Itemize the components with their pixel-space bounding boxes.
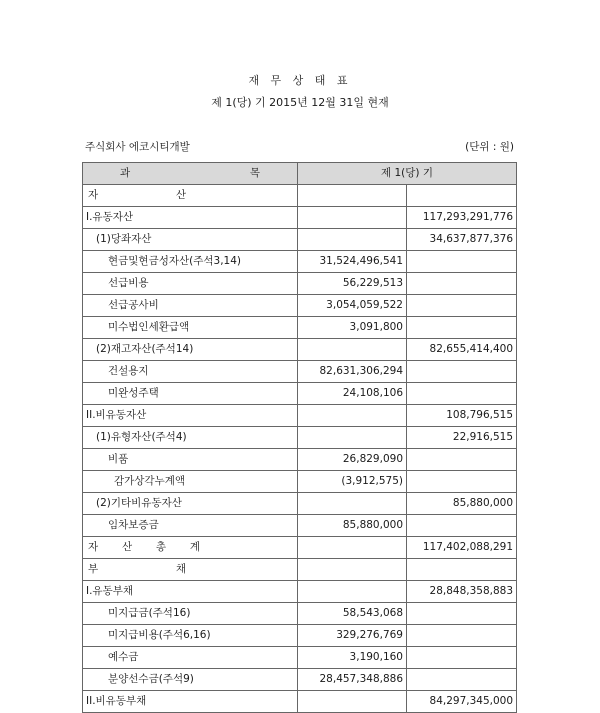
account-label: 미수법인세환급액 [108, 321, 190, 333]
amount-detail-cell [298, 207, 407, 229]
amount-detail-cell: 56,229,513 [298, 273, 407, 295]
amount-total-cell: 85,880,000 [407, 493, 517, 515]
amount-total-cell [407, 317, 517, 339]
amount-total-cell: 117,402,088,291 [407, 537, 517, 559]
account-label: 분양선수금(주석9) [108, 673, 194, 685]
account-cell [83, 273, 298, 295]
account-cell [83, 581, 298, 603]
account-label: 예수금 [108, 651, 139, 663]
table-body [83, 185, 517, 713]
amount-total-cell [407, 251, 517, 273]
table-row [83, 471, 517, 493]
amount-total-cell: 28,848,358,883 [407, 581, 517, 603]
table-row [83, 251, 517, 273]
amount-detail-cell: 58,543,068 [298, 603, 407, 625]
account-label: 미완성주택 [108, 387, 159, 399]
amount-detail-cell: 82,631,306,294 [298, 361, 407, 383]
table-row [83, 339, 517, 361]
account-label: 자 산 총 계 [88, 541, 200, 553]
amount-total-cell [407, 647, 517, 669]
company-name: 주식회사 에코시티개발 [85, 141, 190, 153]
account-column-header [83, 163, 298, 185]
table-row [83, 405, 517, 427]
statement-title: 재 무 상 태 표 [248, 74, 352, 87]
amount-detail-cell: 329,276,769 [298, 625, 407, 647]
table-row [83, 625, 517, 647]
account-label: 건설용지 [108, 365, 149, 377]
account-cell [83, 537, 298, 559]
account-label: II.비유동자산 [86, 409, 147, 421]
amount-detail-cell [298, 537, 407, 559]
account-label: 자 산 [88, 189, 186, 201]
amount-detail-cell [298, 185, 407, 207]
amount-total-cell [407, 449, 517, 471]
account-column-header-label: 과 목 [120, 167, 260, 179]
account-cell [83, 647, 298, 669]
table-row [83, 603, 517, 625]
table-row [83, 669, 517, 691]
table-row [83, 273, 517, 295]
amount-detail-cell: 3,054,059,522 [298, 295, 407, 317]
account-cell [83, 185, 298, 207]
account-label: (2)기타비유동자산 [96, 497, 182, 509]
table-row [83, 449, 517, 471]
account-label: 미지급비용(주석6,16) [108, 629, 211, 641]
amount-detail-cell: 3,091,800 [298, 317, 407, 339]
amount-total-cell [407, 603, 517, 625]
amount-detail-cell: 85,880,000 [298, 515, 407, 537]
amount-total-cell [407, 383, 517, 405]
account-cell [83, 669, 298, 691]
table-row [83, 537, 517, 559]
table-row [83, 229, 517, 251]
account-label: 선급비용 [108, 277, 149, 289]
account-label: I.유동자산 [86, 211, 134, 223]
table-row [83, 361, 517, 383]
account-cell [83, 383, 298, 405]
amount-detail-cell: 31,524,496,541 [298, 251, 407, 273]
account-cell [83, 515, 298, 537]
table-row [83, 559, 517, 581]
amount-total-cell [407, 559, 517, 581]
account-cell [83, 493, 298, 515]
amount-detail-cell: 26,829,090 [298, 449, 407, 471]
amount-detail-cell [298, 229, 407, 251]
amount-total-cell [407, 471, 517, 493]
table-row [83, 383, 517, 405]
account-cell [83, 427, 298, 449]
amount-detail-cell [298, 405, 407, 427]
account-cell [83, 691, 298, 713]
amount-detail-cell [298, 427, 407, 449]
table-header-row [83, 163, 517, 185]
amount-total-cell [407, 669, 517, 691]
account-cell [83, 339, 298, 361]
account-label: (2)재고자산(주석14) [96, 343, 194, 355]
account-label: II.비유동부채 [86, 695, 147, 707]
table-row [83, 493, 517, 515]
account-label: (1)유형자산(주석4) [96, 431, 187, 443]
account-cell [83, 449, 298, 471]
table-row [83, 317, 517, 339]
amount-detail-cell [298, 339, 407, 361]
account-label: 임차보증금 [108, 519, 159, 531]
amount-total-cell [407, 185, 517, 207]
amount-detail-cell [298, 559, 407, 581]
table-row [83, 427, 517, 449]
amount-total-cell [407, 361, 517, 383]
table-row [83, 207, 517, 229]
balance-sheet-table [82, 162, 517, 713]
amount-total-cell [407, 625, 517, 647]
account-label: 선급공사비 [108, 299, 159, 311]
account-cell [83, 559, 298, 581]
amount-total-cell: 82,655,414,400 [407, 339, 517, 361]
account-label: I.유동부채 [86, 585, 134, 597]
account-label: 비품 [108, 453, 129, 465]
amount-total-cell: 84,297,345,000 [407, 691, 517, 713]
table-row [83, 295, 517, 317]
amount-total-cell: 34,637,877,376 [407, 229, 517, 251]
account-label: 감가상각누계액 [114, 475, 186, 487]
amount-total-cell: 117,293,291,776 [407, 207, 517, 229]
account-cell [83, 317, 298, 339]
account-cell [83, 251, 298, 273]
amount-total-cell [407, 273, 517, 295]
amount-total-cell: 22,916,515 [407, 427, 517, 449]
statement-subtitle: 제 1(당) 기 2015년 12월 31일 현재 [211, 96, 389, 109]
amount-total-cell [407, 295, 517, 317]
account-cell [83, 295, 298, 317]
table-row [83, 691, 517, 713]
account-label: 현금및현금성자산(주석3,14) [108, 255, 242, 267]
account-cell [83, 471, 298, 493]
account-cell [83, 361, 298, 383]
table-row [83, 185, 517, 207]
amount-detail-cell: 24,108,106 [298, 383, 407, 405]
account-label: (1)당좌자산 [96, 233, 152, 245]
account-label: 부 채 [88, 563, 186, 575]
account-cell [83, 229, 298, 251]
amount-detail-cell [298, 493, 407, 515]
currency-unit: (단위 : 원) [465, 141, 514, 153]
amount-detail-cell [298, 691, 407, 713]
table-row [83, 581, 517, 603]
account-cell [83, 405, 298, 427]
table-row [83, 515, 517, 537]
amount-detail-cell: 3,190,160 [298, 647, 407, 669]
amount-detail-cell: (3,912,575) [298, 471, 407, 493]
amount-detail-cell: 28,457,348,886 [298, 669, 407, 691]
account-cell [83, 603, 298, 625]
table-row [83, 647, 517, 669]
amount-total-cell [407, 515, 517, 537]
amount-detail-cell [298, 581, 407, 603]
account-cell [83, 207, 298, 229]
period-column-header: 제 1(당) 기 [298, 163, 517, 185]
amount-total-cell: 108,796,515 [407, 405, 517, 427]
account-cell [83, 625, 298, 647]
account-label: 미지급금(주석16) [108, 607, 191, 619]
